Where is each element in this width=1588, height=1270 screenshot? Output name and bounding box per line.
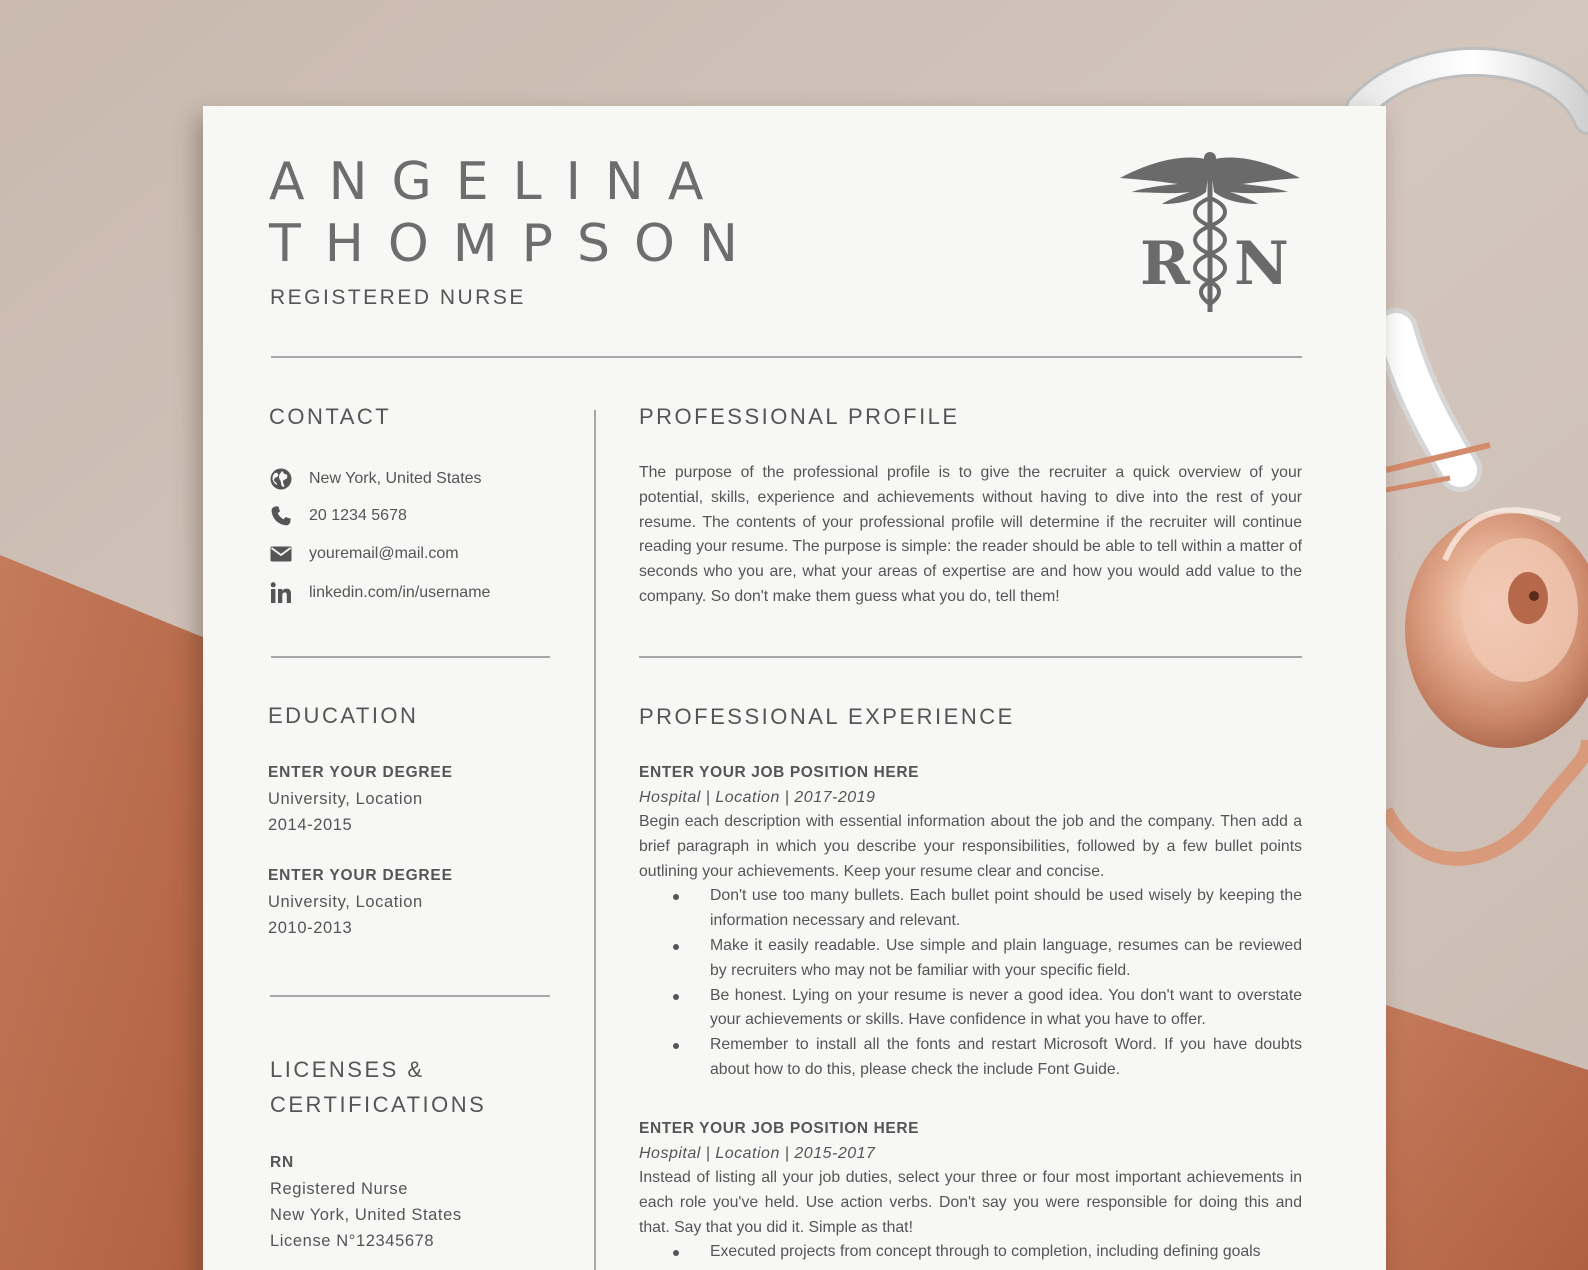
education-degree: ENTER YOUR DEGREE — [268, 867, 453, 884]
contact-heading: CONTACT — [269, 404, 392, 429]
phone-icon — [269, 504, 293, 528]
job-meta: Hospital | Location | 2015-2017 — [639, 1145, 876, 1162]
contact-linkedin-text: linkedin.com/in/username — [309, 584, 491, 601]
education-divider — [270, 995, 550, 997]
education-years: 2010-2013 — [268, 919, 353, 937]
job-bullet: Don't use too many bullets. Each bullet point should be used wisely by keeping the information necessary and relevant. — [673, 884, 1302, 934]
contact-location — [269, 466, 482, 492]
job-position: ENTER YOUR JOB POSITION HERE — [639, 764, 920, 781]
contact-phone-text: 20 1234 5678 — [309, 507, 407, 524]
envelope-icon — [269, 542, 293, 566]
resume-page — [203, 106, 1386, 1270]
education-item — [268, 863, 453, 941]
education-school: University, Location — [268, 790, 423, 808]
license-location: New York, United States — [270, 1206, 462, 1224]
contact-linkedin — [269, 580, 490, 606]
column-divider — [594, 410, 596, 1270]
profile-heading: PROFESSIONAL PROFILE — [639, 404, 960, 429]
license-number: License N°12345678 — [270, 1232, 435, 1250]
svg-text:N: N — [1234, 229, 1289, 299]
header-divider — [271, 356, 1302, 358]
first-name: ANGELINA — [269, 152, 728, 212]
last-name: THOMPSON — [269, 214, 762, 274]
contact-divider — [271, 656, 550, 658]
job-bullets — [673, 1240, 1302, 1265]
contact-email-text: youremail@mail.com — [309, 545, 459, 562]
job-bullet: Executed projects from concept through to completion, including defining goals — [673, 1240, 1302, 1265]
job-position: ENTER YOUR JOB POSITION HERE — [639, 1120, 920, 1137]
profile-text: The purpose of the professional profile is to give the recruiter a quick overview of your potential, skills, experience and achievements without having to dive into the rest of your resume. The contents of your professional profile will determine if the recruiter will continue reading your resume. The purpose is simple: the reader should be able to tell within a matter of seconds who you are, what your areas of expertise are and how you would add value to the company. So don't make them guess what you do, tell them! — [639, 464, 1302, 605]
job-title: REGISTERED NURSE — [270, 286, 526, 309]
profile-divider — [639, 656, 1302, 658]
education-heading: EDUCATION — [268, 703, 419, 728]
experience-item — [639, 760, 1302, 1083]
job-bullet: Remember to install all the fonts and restart Microsoft Word. If you have doubts about how to do this, please check the include Font Guide. — [673, 1033, 1302, 1083]
job-bullets — [673, 884, 1302, 1082]
contact-location-text: New York, United States — [309, 470, 482, 487]
licenses-heading-line2: CERTIFICATIONS — [270, 1092, 487, 1117]
linkedin-icon — [269, 581, 293, 605]
education-school: University, Location — [268, 893, 423, 911]
job-description: Instead of listing all your job duties, select your three or four most important achievements in each role you've held. Use action verbs. Don't say you were responsible for doing this and that. Say that you did it. Simple as that! — [639, 1169, 1302, 1236]
experience-item — [639, 1116, 1302, 1265]
education-degree: ENTER YOUR DEGREE — [268, 764, 453, 781]
contact-email — [269, 541, 459, 567]
license-code: RN — [270, 1154, 294, 1171]
job-meta: Hospital | Location | 2017-2019 — [639, 789, 876, 806]
globe-icon — [269, 467, 293, 491]
education-item — [268, 760, 453, 838]
contact-phone — [269, 503, 407, 529]
caduceus-rn-logo — [1118, 148, 1303, 320]
job-description: Begin each description with essential information about the job and the company. Then add a brief paragraph in which you describe your responsibilities, followed by a few bullet points outlining your achievements. Keep your resume clear and concise. — [639, 813, 1302, 880]
licenses-heading-line1: LICENSES & — [270, 1057, 425, 1082]
license-item — [270, 1150, 462, 1254]
license-name: Registered Nurse — [270, 1180, 408, 1198]
job-bullet: Make it easily readable. Use simple and plain language, resumes can be reviewed by recruiters who may not be familiar with your specific field. — [673, 934, 1302, 984]
job-bullet: Be honest. Lying on your resume is never a good idea. You don't want to overstate your achievements or skills. Have confidence in what you have to offer. — [673, 984, 1302, 1034]
education-years: 2014-2015 — [268, 816, 353, 834]
experience-heading: PROFESSIONAL EXPERIENCE — [639, 704, 1015, 729]
logo-lettering: R — [1140, 229, 1190, 299]
